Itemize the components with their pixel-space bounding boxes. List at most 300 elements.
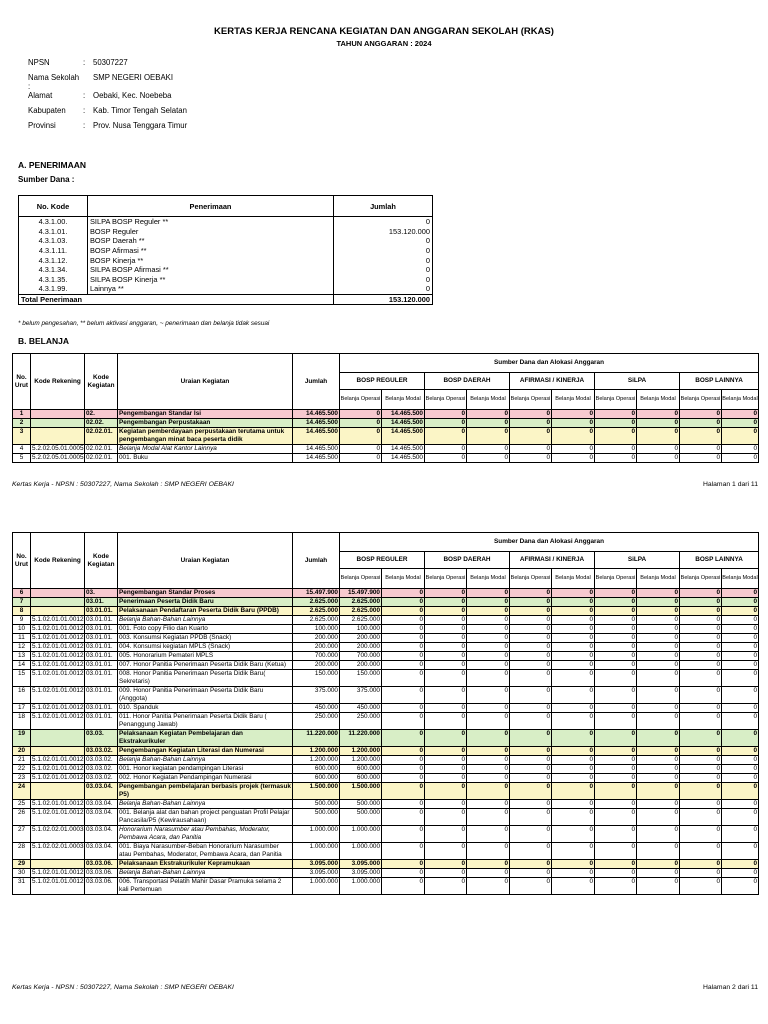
- row-alokasi: 0: [680, 652, 722, 661]
- row-jumlah: 1.000.000: [293, 878, 340, 895]
- header-belanja-operasi: Belanja Operasi: [680, 569, 722, 589]
- row-jumlah: 3.095.000: [293, 869, 340, 878]
- row-uraian: 007. Honor Panitia Penerimaan Peserta Didik Baru (Ketua): [118, 661, 293, 670]
- row-alokasi: 0: [425, 783, 467, 800]
- row-uraian: Belanja Bahan-Bahan Lainnya: [118, 616, 293, 625]
- identity-row: [28, 121, 187, 136]
- row-alokasi: 0: [552, 809, 595, 826]
- row-kode-rekening: 5.2.02.05.01.0005: [32, 445, 84, 452]
- row-no: 21: [13, 756, 31, 765]
- identity-separator: :: [83, 58, 86, 67]
- row-alokasi: 0: [722, 661, 759, 670]
- row-alokasi: 1.200.000: [340, 756, 382, 765]
- row-alokasi: 0: [552, 670, 595, 687]
- row-alokasi: 0: [552, 704, 595, 713]
- row-alokasi: 0: [637, 419, 680, 428]
- row-alokasi: 0: [595, 445, 637, 454]
- row-alokasi: 0: [722, 704, 759, 713]
- row-alokasi: 0: [510, 445, 552, 454]
- row-alokasi: 0: [637, 410, 680, 419]
- row-alokasi: 0: [467, 713, 510, 730]
- row-alokasi: 0: [680, 878, 722, 895]
- row-alokasi: 0: [680, 454, 722, 463]
- row-alokasi: 0: [552, 756, 595, 765]
- row-uraian: Belanja Bahan-Bahan Lainnya: [118, 869, 293, 878]
- row-alokasi: 0: [425, 809, 467, 826]
- row-alokasi: 0: [722, 774, 759, 783]
- header-belanja-modal: Belanja Modal: [637, 569, 680, 589]
- page-1-footer-right: Halaman 1 dari 11: [702, 481, 758, 488]
- row-jumlah: 375.000: [293, 687, 340, 704]
- row-kode-rekening: 5.1.02.01.01.0012: [32, 643, 84, 650]
- row-alokasi: 0: [722, 809, 759, 826]
- row-jumlah: 14.465.500: [293, 445, 340, 454]
- row-alokasi: 0: [722, 765, 759, 774]
- row-alokasi: 0: [722, 589, 759, 598]
- row-alokasi: 1.000.000: [340, 878, 382, 895]
- row-alokasi: 0: [510, 878, 552, 895]
- row-alokasi: 0: [722, 730, 759, 747]
- row-uraian: 003. Konsumsi Kegiatan PPDB (Snack): [118, 634, 293, 643]
- row-jumlah: 2.625.000: [293, 616, 340, 625]
- row-kode-kegiatan: 03.01.: [85, 598, 118, 607]
- row-alokasi: 0: [425, 643, 467, 652]
- row-alokasi: 0: [382, 774, 425, 783]
- row-no: 11: [13, 634, 31, 643]
- row-alokasi: 14.465.500: [382, 445, 425, 454]
- row-alokasi: 0: [382, 860, 425, 869]
- row-alokasi: 0: [552, 419, 595, 428]
- penerimaan-nama: SILPA BOSP Afirmasi **: [88, 265, 334, 275]
- row-alokasi: 0: [510, 774, 552, 783]
- row-alokasi: 0: [637, 860, 680, 869]
- header-jumlah: Jumlah: [293, 354, 340, 410]
- row-jumlah: 2.625.000: [293, 598, 340, 607]
- row-alokasi: 0: [680, 598, 722, 607]
- row-alokasi: 0: [425, 869, 467, 878]
- row-alokasi: 0: [637, 730, 680, 747]
- row-alokasi: 14.465.500: [382, 454, 425, 463]
- row-alokasi: 0: [595, 598, 637, 607]
- row-alokasi: 0: [722, 747, 759, 756]
- row-kode-kegiatan: 03.03.02.: [85, 765, 118, 774]
- belanja-row: [13, 419, 759, 428]
- row-alokasi: 0: [595, 826, 637, 843]
- row-alokasi: 700.000: [340, 652, 382, 661]
- header-group: BOSP LAINNYA: [680, 552, 759, 569]
- belanja-row: [13, 713, 759, 730]
- belanja-row: [13, 878, 759, 895]
- row-alokasi: 0: [467, 800, 510, 809]
- row-alokasi: 0: [552, 713, 595, 730]
- row-no: 26: [13, 809, 31, 826]
- identity-value: Kab. Timor Tengah Selatan: [93, 106, 187, 115]
- row-alokasi: 0: [722, 713, 759, 730]
- belanja-row: [13, 661, 759, 670]
- row-no: 24: [13, 783, 31, 800]
- row-jumlah: 200.000: [293, 661, 340, 670]
- row-alokasi: 0: [637, 704, 680, 713]
- row-jumlah: 1.000.000: [293, 843, 340, 860]
- header-belanja-operasi: Belanja Operasi: [680, 390, 722, 410]
- row-alokasi: 0: [382, 616, 425, 625]
- row-kode-rekening: 5.1.02.02.01.0003: [31, 826, 85, 843]
- row-alokasi: 0: [722, 428, 759, 445]
- header-uraian: Uraian Kegiatan: [118, 354, 293, 410]
- identity-value: SMP NEGERI OEBAKI: [93, 73, 174, 82]
- row-alokasi: 0: [680, 774, 722, 783]
- row-jumlah: 500.000: [293, 800, 340, 809]
- row-alokasi: 0: [552, 661, 595, 670]
- row-alokasi: 0: [722, 783, 759, 800]
- row-alokasi: 0: [637, 878, 680, 895]
- row-alokasi: 0: [637, 589, 680, 598]
- belanja-row: [13, 428, 759, 445]
- row-alokasi: 0: [595, 704, 637, 713]
- row-alokasi: 0: [552, 643, 595, 652]
- row-alokasi: 0: [340, 419, 382, 428]
- row-alokasi: 0: [382, 643, 425, 652]
- penerimaan-nama: SILPA BOSP Reguler **: [88, 217, 334, 227]
- row-alokasi: 0: [552, 410, 595, 419]
- row-alokasi: 0: [510, 625, 552, 634]
- identity-label: Nama Sekolah :: [28, 73, 80, 91]
- penerimaan-jumlah: 0: [334, 217, 433, 227]
- row-alokasi: 0: [637, 869, 680, 878]
- row-kode-rekening: 5.1.02.01.01.0012: [32, 704, 84, 711]
- penerimaan-kode: 4.3.1.34.: [19, 265, 88, 275]
- row-uraian: Belanja Modal Alat Kantor Lainnya: [118, 445, 293, 454]
- row-alokasi: 0: [425, 652, 467, 661]
- row-alokasi: 0: [552, 428, 595, 445]
- row-uraian: 001. Biaya Narasumber-Beban Honorarium Narasumber atau Pembahas, Moderator, Pembawa Acara, dan Panitia: [118, 843, 293, 860]
- row-alokasi: 0: [637, 428, 680, 445]
- row-alokasi: 0: [595, 589, 637, 598]
- row-alokasi: 0: [637, 774, 680, 783]
- row-alokasi: 0: [637, 616, 680, 625]
- row-no: 20: [13, 747, 31, 756]
- row-alokasi: 0: [425, 765, 467, 774]
- belanja-row: [13, 454, 759, 463]
- row-alokasi: 0: [425, 419, 467, 428]
- row-kode-rekening: [31, 860, 85, 869]
- row-alokasi: 0: [425, 860, 467, 869]
- row-jumlah: 11.220.000: [293, 730, 340, 747]
- row-kode-kegiatan: 03.01.01.: [85, 670, 118, 687]
- row-kode-kegiatan: 03.03.02.: [85, 756, 118, 765]
- header-belanja-modal: Belanja Modal: [637, 390, 680, 410]
- row-no: 2: [13, 419, 31, 428]
- row-kode-rekening: [31, 589, 85, 598]
- row-uraian: Belanja Bahan-Bahan Lainnya: [118, 800, 293, 809]
- row-no: 29: [13, 860, 31, 869]
- row-alokasi: 0: [467, 747, 510, 756]
- row-alokasi: 0: [510, 756, 552, 765]
- row-alokasi: 0: [637, 454, 680, 463]
- row-alokasi: 0: [722, 419, 759, 428]
- header-no-urut: No. Urut: [13, 354, 31, 410]
- belanja-row: [13, 589, 759, 598]
- belanja-row: [13, 774, 759, 783]
- row-alokasi: 0: [552, 783, 595, 800]
- page-2-footer-left: Kertas Kerja - NPSN : 50307227, Nama Sekolah : SMP NEGERI OEBAKI: [12, 984, 234, 991]
- row-no: 18: [13, 713, 31, 730]
- row-alokasi: 0: [595, 616, 637, 625]
- row-kode-rekening: [31, 730, 85, 747]
- header-kode-rekening: Kode Rekening: [31, 533, 85, 589]
- row-alokasi: 1.200.000: [340, 747, 382, 756]
- penerimaan-nama: BOSP Kinerja **: [88, 255, 334, 265]
- row-alokasi: 0: [382, 661, 425, 670]
- row-alokasi: 0: [637, 800, 680, 809]
- row-uraian: Honorarium Narasumber atau Pembahas, Moderator, Pembawa Acara, dan Panitia: [118, 826, 293, 843]
- row-alokasi: 0: [425, 625, 467, 634]
- row-uraian: Belanja Bahan-Bahan Lainnya: [118, 756, 293, 765]
- penerimaan-jumlah: 0: [334, 236, 433, 246]
- header-no-urut: No. Urut: [13, 533, 31, 589]
- row-alokasi: 0: [425, 826, 467, 843]
- row-kode-rekening: 5.1.02.01.01.0012: [32, 800, 84, 807]
- row-alokasi: 0: [680, 730, 722, 747]
- row-alokasi: 14.465.500: [382, 419, 425, 428]
- row-alokasi: 0: [425, 454, 467, 463]
- header-belanja-operasi: Belanja Operasi: [595, 569, 637, 589]
- row-alokasi: 15.497.900: [340, 589, 382, 598]
- identity-separator: :: [83, 91, 86, 100]
- row-alokasi: 0: [467, 878, 510, 895]
- belanja-row: [13, 652, 759, 661]
- identity-row: [28, 73, 187, 91]
- row-no: 28: [13, 843, 31, 860]
- row-alokasi: 0: [425, 607, 467, 616]
- identity-value: Oebaki, Kec. Noebeba: [93, 91, 172, 100]
- row-alokasi: 0: [510, 713, 552, 730]
- row-uraian: Pelaksanaan Kegiatan Pembelajaran dan Ekstrakurikuler: [118, 730, 293, 747]
- row-alokasi: 0: [552, 634, 595, 643]
- row-no: 22: [13, 765, 31, 774]
- row-alokasi: 0: [467, 607, 510, 616]
- row-alokasi: 100.000: [340, 625, 382, 634]
- row-kode-kegiatan: 03.03.06.: [85, 860, 118, 869]
- page-2-footer-right: Halaman 2 dari 11: [702, 984, 758, 991]
- row-alokasi: 0: [680, 643, 722, 652]
- belanja-row: [13, 826, 759, 843]
- header-group: SiLPA: [595, 552, 680, 569]
- row-alokasi: 0: [552, 616, 595, 625]
- row-alokasi: 0: [467, 809, 510, 826]
- row-jumlah: 3.095.000: [293, 860, 340, 869]
- row-no: 23: [13, 774, 31, 783]
- row-alokasi: 11.220.000: [340, 730, 382, 747]
- row-alokasi: 0: [552, 774, 595, 783]
- row-no: 19: [13, 730, 31, 747]
- row-kode-kegiatan: 02.02.01.: [85, 454, 118, 463]
- belanja-row: [13, 445, 759, 454]
- row-alokasi: 0: [722, 643, 759, 652]
- header-sumber-dana: Sumber Dana dan Alokasi Anggaran: [340, 354, 759, 373]
- row-alokasi: 150.000: [340, 670, 382, 687]
- row-kode-kegiatan: 03.01.01.: [85, 661, 118, 670]
- row-kode-rekening: [31, 607, 85, 616]
- row-alokasi: 14.465.500: [382, 428, 425, 445]
- row-alokasi: 14.465.500: [382, 410, 425, 419]
- header-group: AFIRMASI / KINERJA: [510, 552, 595, 569]
- row-alokasi: 0: [382, 687, 425, 704]
- row-jumlah: 14.465.500: [293, 454, 340, 463]
- row-alokasi: 0: [467, 860, 510, 869]
- belanja-row: [13, 687, 759, 704]
- row-uraian: 008. Honor Panitia Penerimaan Peserta Didik Baru( Sekretaris): [118, 670, 293, 687]
- row-kode-kegiatan: 03.03.06.: [85, 869, 118, 878]
- row-alokasi: 0: [425, 428, 467, 445]
- row-jumlah: 200.000: [293, 634, 340, 643]
- row-kode-kegiatan: 03.01.01.: [85, 625, 118, 634]
- header-belanja-operasi: Belanja Operasi: [340, 390, 382, 410]
- penerimaan-row: [19, 265, 433, 275]
- identity-separator: :: [83, 121, 86, 130]
- row-alokasi: 0: [637, 713, 680, 730]
- row-alokasi: 0: [637, 607, 680, 616]
- row-jumlah: 700.000: [293, 652, 340, 661]
- row-kode-rekening: 5.1.02.01.01.0012: [32, 869, 84, 876]
- document-title: KERTAS KERJA RENCANA KEGIATAN DAN ANGGARAN SEKOLAH (RKAS): [214, 26, 554, 37]
- penerimaan-row: [19, 255, 433, 265]
- row-alokasi: 0: [680, 843, 722, 860]
- row-alokasi: 0: [722, 607, 759, 616]
- row-alokasi: 0: [552, 747, 595, 756]
- row-alokasi: 0: [382, 747, 425, 756]
- row-alokasi: 0: [510, 747, 552, 756]
- row-alokasi: 0: [680, 670, 722, 687]
- header-group: BOSP REGULER: [340, 552, 425, 569]
- identity-label: Provinsi: [28, 121, 56, 130]
- belanja-row: [13, 598, 759, 607]
- header-sumber-dana: Sumber Dana dan Alokasi Anggaran: [340, 533, 759, 552]
- penerimaan-total-row: [19, 294, 433, 305]
- row-kode-rekening: 5.2.02.05.01.0005: [32, 454, 84, 461]
- row-uraian: 004. Konsumsi kegiatan MPLS (Snack): [118, 643, 293, 652]
- row-uraian: Pelaksanaan Pendaftaran Peserta Didik Baru (PPDB): [118, 607, 293, 616]
- row-alokasi: 0: [722, 687, 759, 704]
- row-alokasi: 0: [595, 774, 637, 783]
- row-kode-kegiatan: 03.03.04.: [85, 809, 118, 826]
- row-jumlah: 1.200.000: [293, 747, 340, 756]
- row-alokasi: 0: [552, 860, 595, 869]
- row-alokasi: 0: [637, 783, 680, 800]
- row-alokasi: 0: [467, 670, 510, 687]
- row-alokasi: 0: [680, 419, 722, 428]
- row-alokasi: 375.000: [340, 687, 382, 704]
- penerimaan-kode: 4.3.1.12.: [19, 255, 88, 265]
- row-alokasi: 0: [510, 643, 552, 652]
- row-alokasi: 0: [467, 454, 510, 463]
- row-kode-kegiatan: 03.01.01.: [85, 643, 118, 652]
- row-kode-kegiatan: 03.03.06.: [85, 878, 118, 895]
- page-1-footer-left: Kertas Kerja - NPSN : 50307227, Nama Sekolah : SMP NEGERI OEBAKI: [12, 481, 234, 488]
- row-alokasi: 0: [552, 765, 595, 774]
- row-alokasi: 0: [552, 454, 595, 463]
- row-alokasi: 0: [680, 756, 722, 765]
- row-uraian: Pengembangan Kegiatan Literasi dan Numerasi: [118, 747, 293, 756]
- penerimaan-row: [19, 275, 433, 285]
- row-kode-rekening: [31, 419, 85, 428]
- row-uraian: 009. Honor Panitia Penerimaan Peserta Didik Baru (Anggota): [118, 687, 293, 704]
- row-alokasi: 0: [595, 713, 637, 730]
- row-jumlah: 1.500.000: [293, 783, 340, 800]
- row-alokasi: 0: [722, 670, 759, 687]
- belanja-row: [13, 783, 759, 800]
- identity-row: [28, 58, 187, 73]
- belanja-row: [13, 625, 759, 634]
- row-kode-rekening: [31, 410, 85, 419]
- row-alokasi: 0: [510, 598, 552, 607]
- row-alokasi: 0: [467, 843, 510, 860]
- row-alokasi: 0: [680, 634, 722, 643]
- header-belanja-operasi: Belanja Operasi: [425, 390, 467, 410]
- row-alokasi: 0: [382, 783, 425, 800]
- penerimaan-kode: 4.3.1.35.: [19, 275, 88, 285]
- row-kode-rekening: [31, 598, 85, 607]
- document-subtitle: TAHUN ANGGARAN : 2024: [336, 39, 432, 48]
- row-alokasi: 0: [467, 730, 510, 747]
- row-jumlah: 450.000: [293, 704, 340, 713]
- row-alokasi: 0: [680, 687, 722, 704]
- row-kode-kegiatan: 03.03.: [85, 730, 118, 747]
- penerimaan-jumlah: 0: [334, 255, 433, 265]
- header-uraian: Uraian Kegiatan: [118, 533, 293, 589]
- row-alokasi: 0: [467, 589, 510, 598]
- row-alokasi: 0: [382, 589, 425, 598]
- row-kode-rekening: [31, 747, 85, 756]
- row-alokasi: 0: [382, 607, 425, 616]
- row-alokasi: 0: [467, 661, 510, 670]
- row-uraian: Pengembangan pembelajaran berbasis projek (termasuk P5): [119, 783, 291, 798]
- row-alokasi: 0: [467, 634, 510, 643]
- row-alokasi: 0: [595, 869, 637, 878]
- row-alokasi: 0: [382, 756, 425, 765]
- row-alokasi: 0: [722, 410, 759, 419]
- row-alokasi: 0: [722, 869, 759, 878]
- row-alokasi: 0: [467, 643, 510, 652]
- header-belanja-modal: Belanja Modal: [552, 390, 595, 410]
- row-alokasi: 0: [425, 445, 467, 454]
- row-no: 3: [13, 428, 31, 445]
- row-alokasi: 0: [467, 826, 510, 843]
- belanja-row: [13, 410, 759, 419]
- school-identity: [28, 58, 187, 136]
- row-alokasi: 0: [340, 454, 382, 463]
- row-alokasi: 0: [680, 625, 722, 634]
- header-belanja-operasi: Belanja Operasi: [510, 569, 552, 589]
- row-no: 17: [13, 704, 31, 713]
- row-uraian: Pengembangan Perpustakaan: [118, 419, 293, 428]
- row-alokasi: 3.095.000: [340, 869, 382, 878]
- row-alokasi: 500.000: [340, 800, 382, 809]
- row-alokasi: 0: [467, 410, 510, 419]
- row-alokasi: 0: [637, 843, 680, 860]
- row-alokasi: 0: [425, 598, 467, 607]
- row-alokasi: 0: [722, 826, 759, 843]
- row-alokasi: 0: [637, 445, 680, 454]
- row-kode-kegiatan: 03.03.04.: [85, 800, 118, 809]
- row-alokasi: 600.000: [340, 765, 382, 774]
- row-alokasi: 0: [382, 713, 425, 730]
- row-jumlah: 14.465.500: [293, 428, 340, 445]
- belanja-row: [13, 670, 759, 687]
- belanja-row: [13, 607, 759, 616]
- row-alokasi: 0: [595, 670, 637, 687]
- belanja-row: [13, 747, 759, 756]
